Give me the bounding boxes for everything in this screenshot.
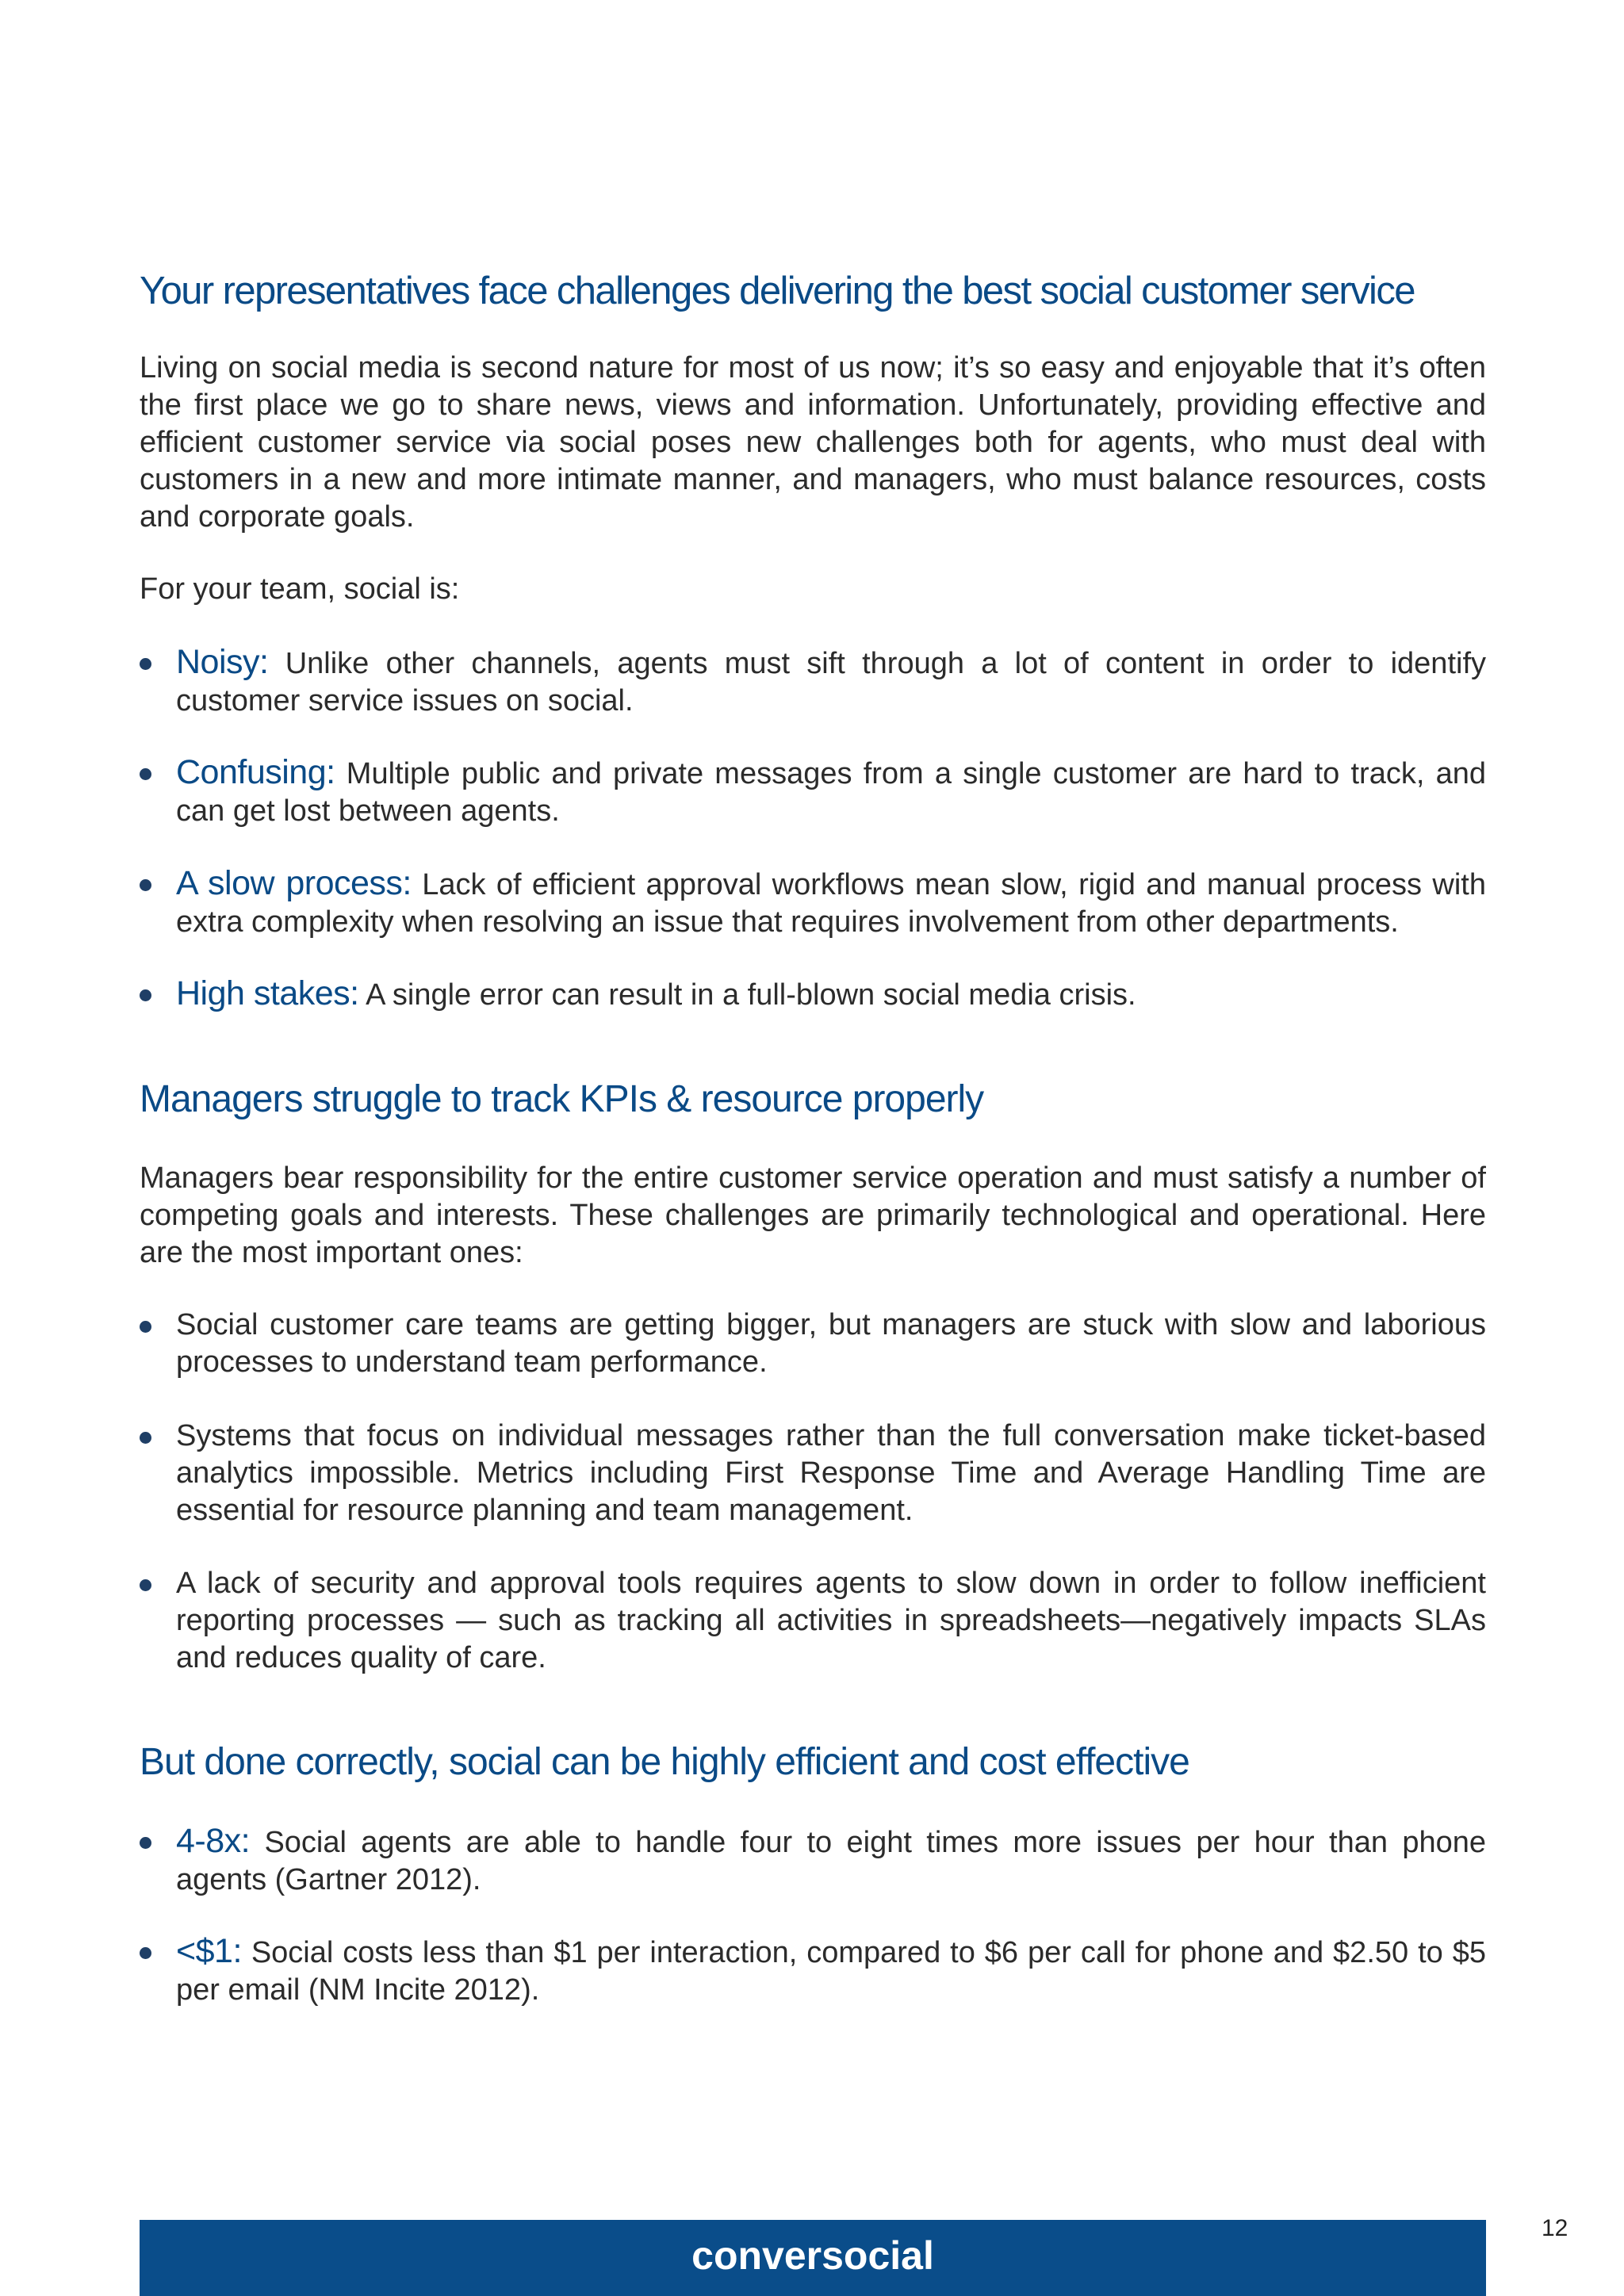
list-item-body: Social agents are able to handle four to eight times more issues per hour than phone agents (Gartner 2012).	[176, 1826, 1486, 1896]
section-heading-done-correctly: But done correctly, social can be highly efficient and cost effective	[140, 1741, 1189, 1783]
list-item-text	[176, 754, 1486, 830]
section-heading-managers: Managers struggle to track KPIs & resource properly	[140, 1078, 984, 1120]
list-item-term: <$1:	[176, 1932, 242, 1970]
bullet-dot	[140, 1837, 151, 1849]
list-item-ticket-analytics	[140, 1418, 1486, 1529]
section-heading-representatives: Your representatives face challenges delivering the best social customer service	[140, 270, 1415, 312]
section2-intro-paragraph: Managers bear responsibility for the entire customer service operation and must satisfy a number of competing goals and interests. These challenges are primarily technological and operational. Here are the most important ones:	[140, 1161, 1486, 1269]
list-item-less-than-1-dollar	[140, 1933, 1486, 2009]
list-item-text: A lack of security and approval tools requires agents to slow down in order to follow inefficient reporting processes — such as tracking all activities in spreadsheets—negatively impacts SLAs and reduces quality of care.	[176, 1567, 1486, 1674]
bullet-dot	[140, 1321, 151, 1333]
list-item-body: Social costs less than $1 per interaction, compared to $6 per call for phone and $2.50 to $5 per email (NM Incite 2012).	[176, 1936, 1486, 2007]
bullet-dot	[140, 989, 151, 1001]
bullet-dot	[140, 1579, 151, 1591]
list-item-text	[176, 644, 1486, 720]
list-item-text: Systems that focus on individual messages rather than the full conversation make ticket-based analytics impossible. Metrics including First Response Time and Average Handling Time are essential for resource planning and team management.	[176, 1419, 1486, 1527]
list-item-term: Confusing:	[176, 753, 335, 791]
list-item-body: Lack of efficient approval workflows mean slow, rigid and manual process with extra complexity when resolving an issue that requires involvement from other departments.	[176, 868, 1486, 939]
list-item-noisy	[140, 644, 1486, 720]
list-item-team-performance	[140, 1307, 1486, 1381]
bullet-dot	[140, 1432, 151, 1444]
list-item-4-8x	[140, 1823, 1486, 1899]
list-item-text: Social customer care teams are getting bigger, but managers are stuck with slow and laborious processes to understand team performance.	[176, 1308, 1486, 1379]
list-item-text	[176, 1933, 1486, 2009]
list-item-body: A single error can result in a full-blown social media crisis.	[358, 978, 1136, 1012]
list-item-security-approval	[140, 1565, 1486, 1677]
list-item-term: A slow process:	[176, 864, 412, 902]
section1-lead-in: For your team, social is:	[140, 572, 460, 606]
list-item-body: Unlike other channels, agents must sift through a lot of content in order to identify customer service issues on social.	[176, 647, 1486, 718]
list-item-slow-process	[140, 865, 1486, 941]
bullet-dot	[140, 658, 151, 670]
list-item-text	[176, 1823, 1486, 1899]
list-item-text	[176, 975, 1486, 1014]
section1-intro-paragraph: Living on social media is second nature for most of us now; it’s so easy and enjoyable that it’s often the first place we go to share news, views and information. Unfortunately, providing effective and efficient customer service via social poses new challenges both for agents, who must deal with customers in a new and more intimate manner, and managers, who must balance resources, costs and corporate goals.	[140, 351, 1486, 534]
list-item-body: Multiple public and private messages from a single customer are hard to track, and can get lost between agents.	[176, 757, 1486, 828]
list-item-high-stakes	[140, 975, 1486, 1014]
list-item-term: Noisy:	[176, 643, 269, 681]
bullet-dot	[140, 768, 151, 780]
bullet-dot	[140, 879, 151, 891]
list-item-term: High stakes:	[176, 974, 359, 1012]
page-number: 12	[1542, 2215, 1568, 2241]
list-item-confusing	[140, 754, 1486, 830]
footer-bar	[140, 2220, 1486, 2296]
list-item-term: 4-8x:	[176, 1822, 251, 1860]
conversocial-logo: conversocial	[691, 2233, 934, 2278]
bullet-dot	[140, 1947, 151, 1959]
list-item-text	[176, 865, 1486, 941]
